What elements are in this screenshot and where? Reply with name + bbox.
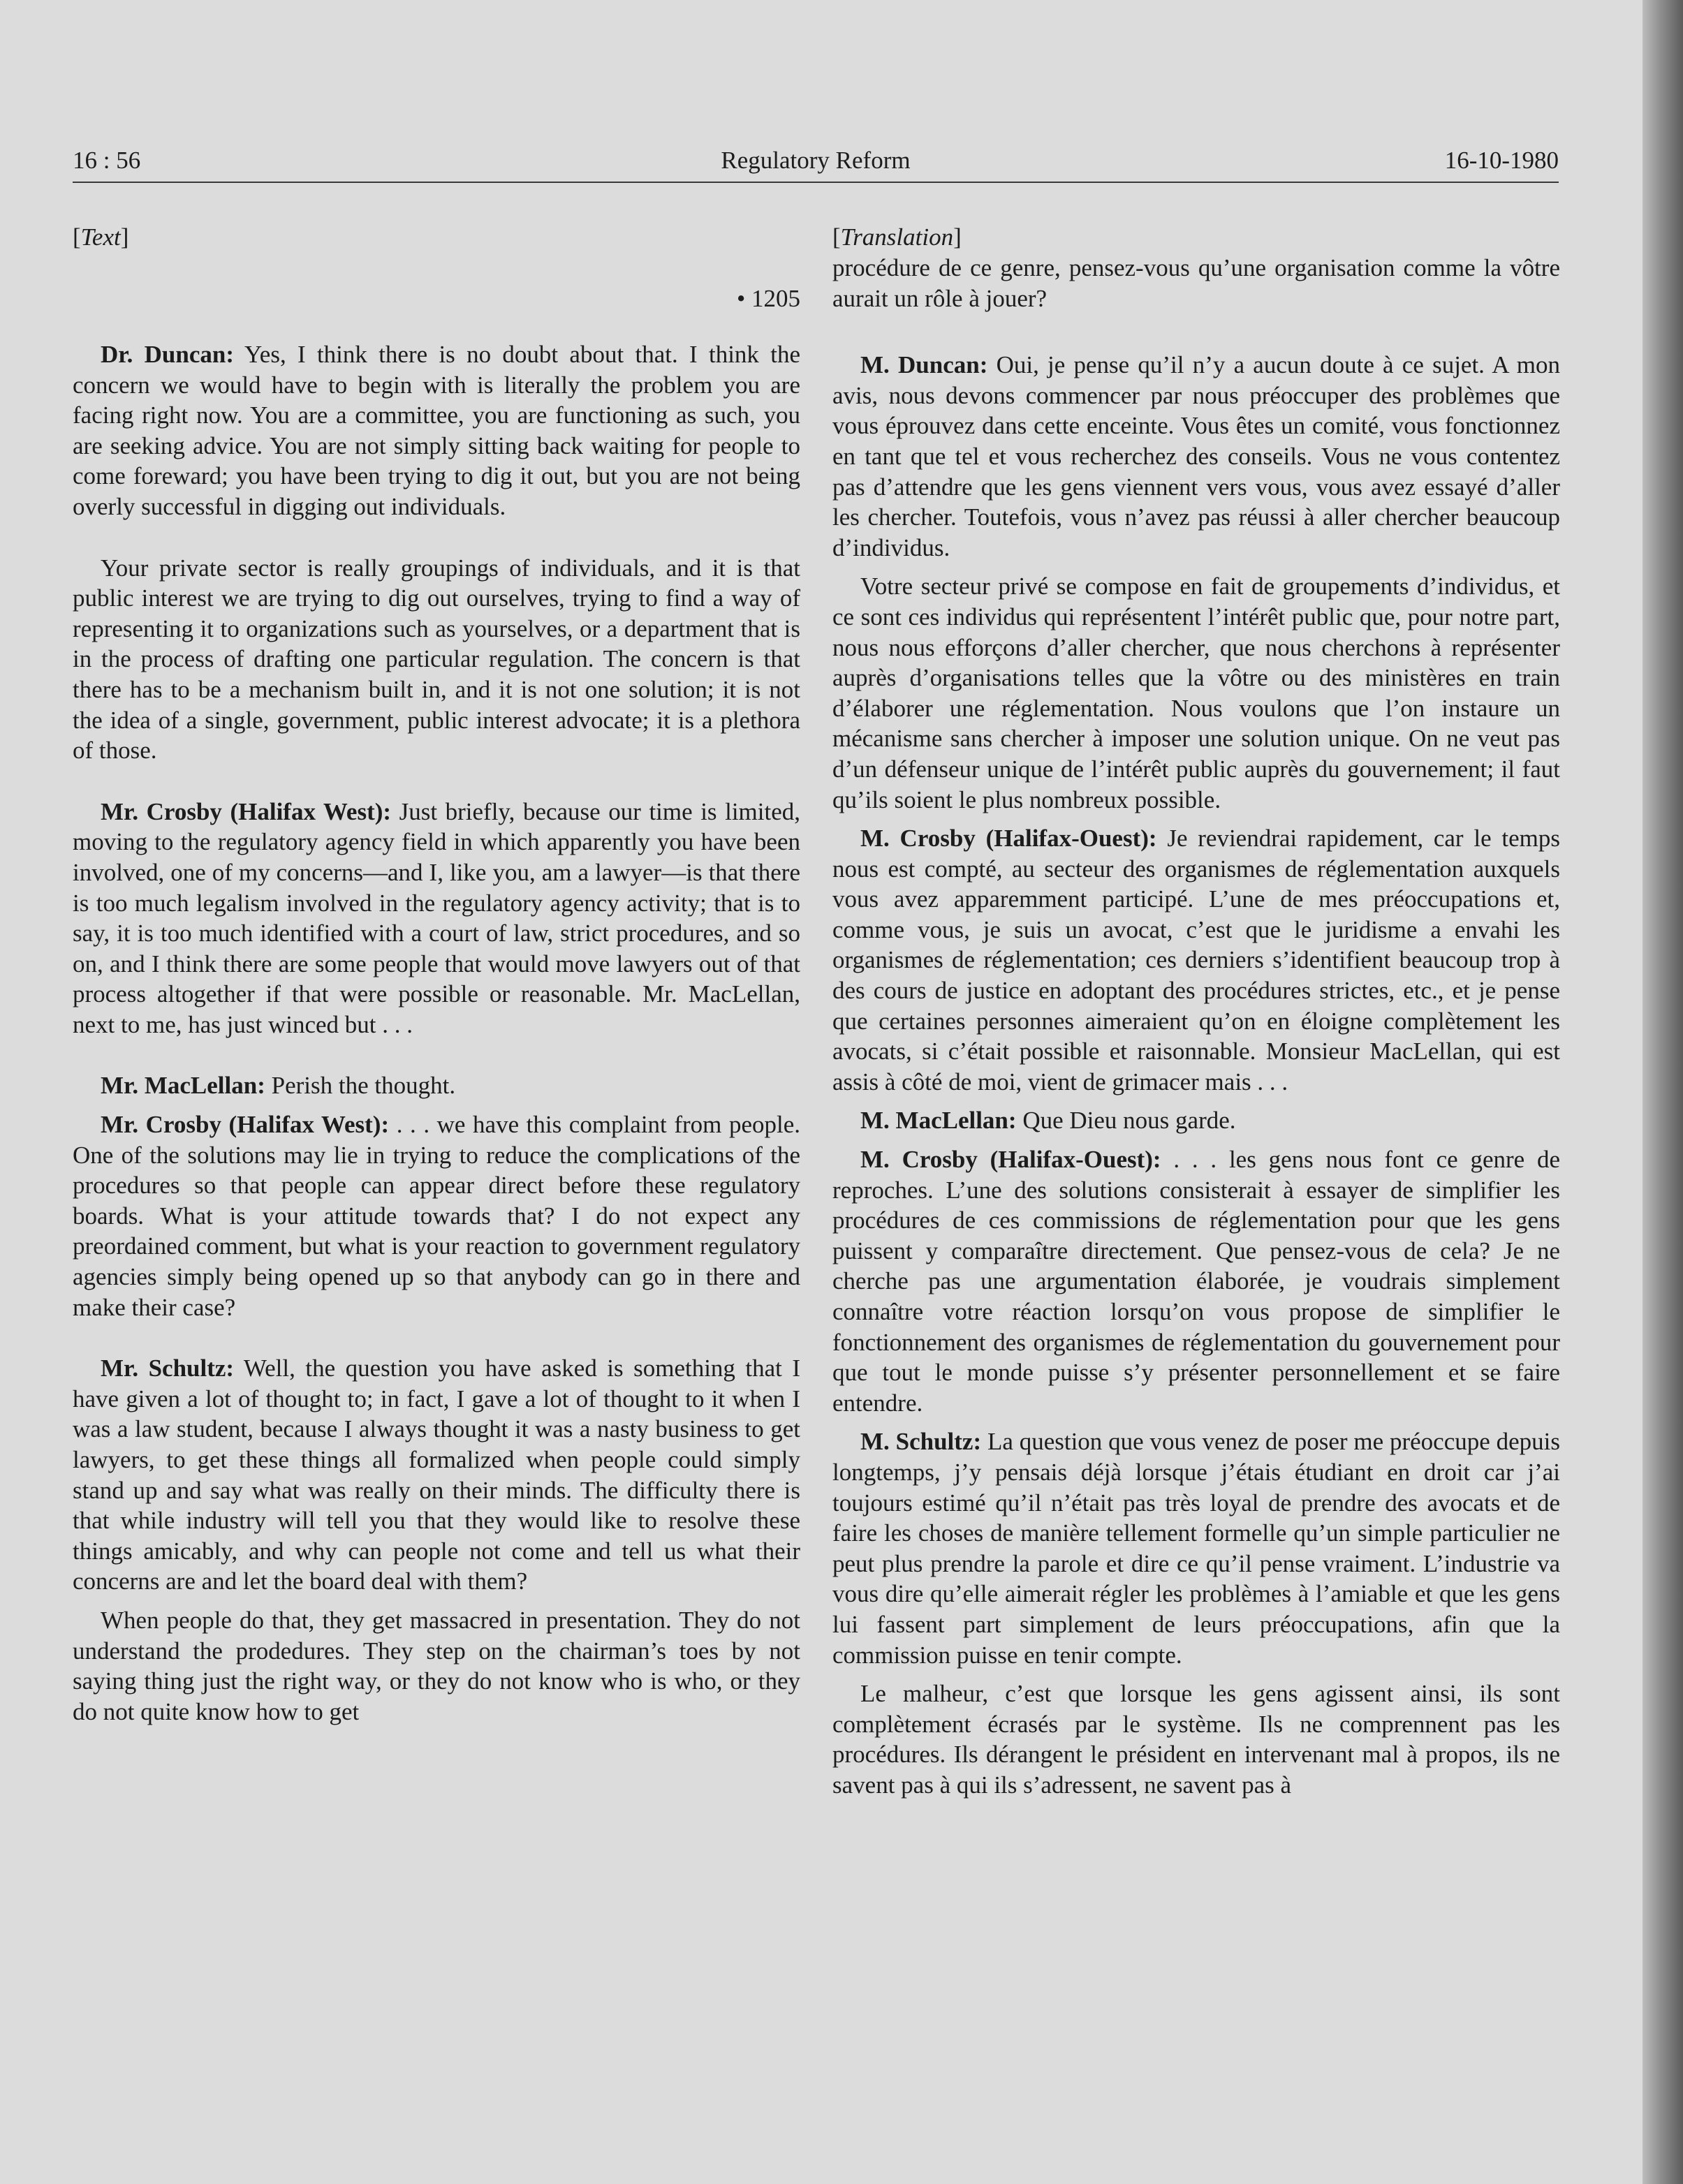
paragraph: Mr. Crosby (Halifax West): . . . we have this complaint from people. One of the solutions may lie in trying to reduce the complications of the procedures so that people can appear direct before these regulatory boards. What is your attitude towards that? I do not expect any preordained comment, but what is your reaction to government regulatory agencies simply being opened up so that anybody can go in there and make their case? <box>73 1111 800 1321</box>
paragraph: Mr. Crosby (Halifax West): Just briefly, because our time is limited, moving to the regulatory agency field in which apparently you have been involved, one of my concerns—and I, like you, am a lawyer—is that there is too much legalism involved in the regulatory agency activity; that is to say, it is too much identified with a court of law, strict procedures, and so on, and I think there are some people that would move lawyers out of that process altogether if that were possible or reasonable. Mr. MacLellan, next to me, has just winced but . . . <box>73 797 800 1038</box>
sitting-date: 16-10-1980 <box>1444 147 1559 174</box>
continuation-paragraph: procédure de ce genre, pensez-vous qu’une organisation comme la vôtre aurait un rôle à jouer? <box>832 254 1560 312</box>
paragraph: M. MacLellan: Que Dieu nous garde. <box>860 1107 1236 1135</box>
paragraph: Mr. MacLellan: Perish the thought. <box>101 1072 456 1100</box>
column-label-text: [Text] <box>73 223 129 251</box>
speaker-name: Mr. Crosby (Halifax West): <box>101 797 392 825</box>
paragraph: M. Schultz: La question que vous venez de poser me préoccupe depuis longtemps, j’y pensais déjà lorsque j’étais étudiant en droit car j’ai toujours estimé qu’il n’était pas très loyal de prendre des avocats et de faire les choses de manière tellement formelle qu’un simple particulier ne peut plus prendre la parole et dire ce qu’il pense vraiment. L’industrie va vous dire qu’elle aimerait régler les problèmes à l’amiable et que les gens lui fassent part simplement de leurs préoccupations, afin que la commission puisse en tenir compte. <box>832 1428 1560 1669</box>
paragraph: Le malheur, c’est que lorsque les gens agissent ainsi, ils sont complètement écrasés par le système. Ils ne comprennent pas les procédures. Ils dérangent le président en intervenant mal à propos, ils ne savent pas à qui ils s’adressent, ne savent pas à <box>832 1680 1560 1799</box>
page-number: 16 : 56 <box>73 147 141 174</box>
speaker-name: Mr. Schultz: <box>101 1355 235 1382</box>
paragraph: Your private sector is really groupings of individuals, and it is that public interest we are trying to dig out ourselves, trying to find a way of representing it to organizations such as yourselves, or a department that is in the process of drafting one particular regulation. The concern is that there has to be a mechanism built in, and it is not one solution; it is not the idea of a single, government, public interest advocate; it is a plethora of those. <box>73 554 800 765</box>
speaker-name: M. Crosby (Halifax-Ouest): <box>860 825 1157 853</box>
page-edge-shadow <box>1642 0 1683 2184</box>
speaker-name: M. MacLellan: <box>860 1107 1017 1135</box>
paragraph: Votre secteur privé se compose en fait de groupements d’individus, et ce sont ces individus qui représentent l’intérêt public que, pour notre part, nous nous efforçons d’aller chercher, que nous cherchons à représenter auprès d’organisations telles que la vôtre ou des ministères en train d’élaborer une réglementation. Nous voulons que l’on instaure un mécanisme sans chercher à imposer une solution unique. On ne veut pas d’un défenseur unique de l’intérêt public auprès du gouvernement; il faut qu’ils soient le plus nombreux possible. <box>832 573 1560 813</box>
paragraph: M. Crosby (Halifax-Ouest): Je reviendrai rapidement, car le temps nous est compté, au secteur des organismes de réglementation auxquels vous avez apparemment participé. L’une de mes préoccupations et, comme vous, je suis un avocat, c’est que le juridisme a envahi les organismes de réglementation; ces derniers s’identifient beaucoup trop à des cours de justice en adoptant des procédures strictes, etc., et je pense que certaines personnes aimeraient qu’on en éloigne complètement les avocats, si c’était possible et raisonnable. Monsieur MacLellan, qui est assis à côté de moi, vient de grimacer mais . . . <box>832 825 1561 1095</box>
speaker-name: M. Crosby (Halifax-Ouest): <box>860 1146 1161 1174</box>
speaker-name: M. Duncan: <box>860 351 988 379</box>
speaker-name: Mr. MacLellan: <box>101 1072 265 1100</box>
speaker-name: M. Schultz: <box>860 1428 982 1456</box>
paragraph: Dr. Duncan: Yes, I think there is no doubt about that. I think the concern we would have to begin with is literally the problem you are facing right now. You are a committee, you are functioning as such, you are seeking advice. You are not simply sitting back waiting for people to come foreward; you have been trying to dig it out, but you are not being overly successful in digging out individuals. <box>73 341 800 520</box>
speaker-name: Dr. Duncan: <box>101 341 235 368</box>
french-column <box>832 222 1560 1801</box>
page-header <box>73 144 1559 183</box>
english-column <box>73 222 800 1727</box>
paragraph: Mr. Schultz: Well, the question you have asked is something that I have given a lot of thought to; in fact, I gave a lot of thought to it when I was a law student, because I always thought it was a nasty business to get lawyers, to get these things all formalized when people could simply stand up and say what was really on their minds. The difficulty there is that while industry will tell you that they would like to resolve these things amicably, and why can people not come and tell us what their concerns are and let the board deal with them? <box>73 1355 801 1595</box>
paragraph: M. Crosby (Halifax-Ouest): . . . les gens nous font ce genre de reproches. L’une des solutions consisterait à essayer de simplifier les procédures de ces commissions de réglementation pour que les gens puissent y comparaître directement. Que pensez-vous de cela? Je ne cherche pas une argumentation élaborée, je voudrais simplement connaître votre réaction lorsqu’on vous propose de simplifier le fonctionnement des organismes de réglementation du gouvernement pour que tout le monde puisse s’y présenter personnellement et se faire entendre. <box>832 1146 1560 1417</box>
running-title: Regulatory Reform <box>721 147 911 174</box>
time-marker: • 1205 <box>736 285 800 312</box>
paragraph: M. Duncan: Oui, je pense qu’il n’y a aucun doute à ce sujet. A mon avis, nous devons commencer par nous préoccuper des problèmes que vous éprouvez dans cette enceinte. Vous êtes un comité, vous fonctionnez en tant que tel et vous recherchez des conseils. Vous ne vous contentez pas d’attendre que les gens viennent vers vous, vous avez essayé d’aller les chercher. Toutefois, vous n’avez pas réussi à aller chercher beaucoup d’individus. <box>832 351 1560 561</box>
paragraph: When people do that, they get massacred in presentation. They do not understand the prodedures. They step on the chairman’s toes by not saying thing just the right way, or they do not know who is who, or they do not quite know how to get <box>73 1606 800 1725</box>
speaker-name: Mr. Crosby (Halifax West): <box>101 1111 390 1139</box>
column-label-translation: [Translation] <box>832 223 962 251</box>
